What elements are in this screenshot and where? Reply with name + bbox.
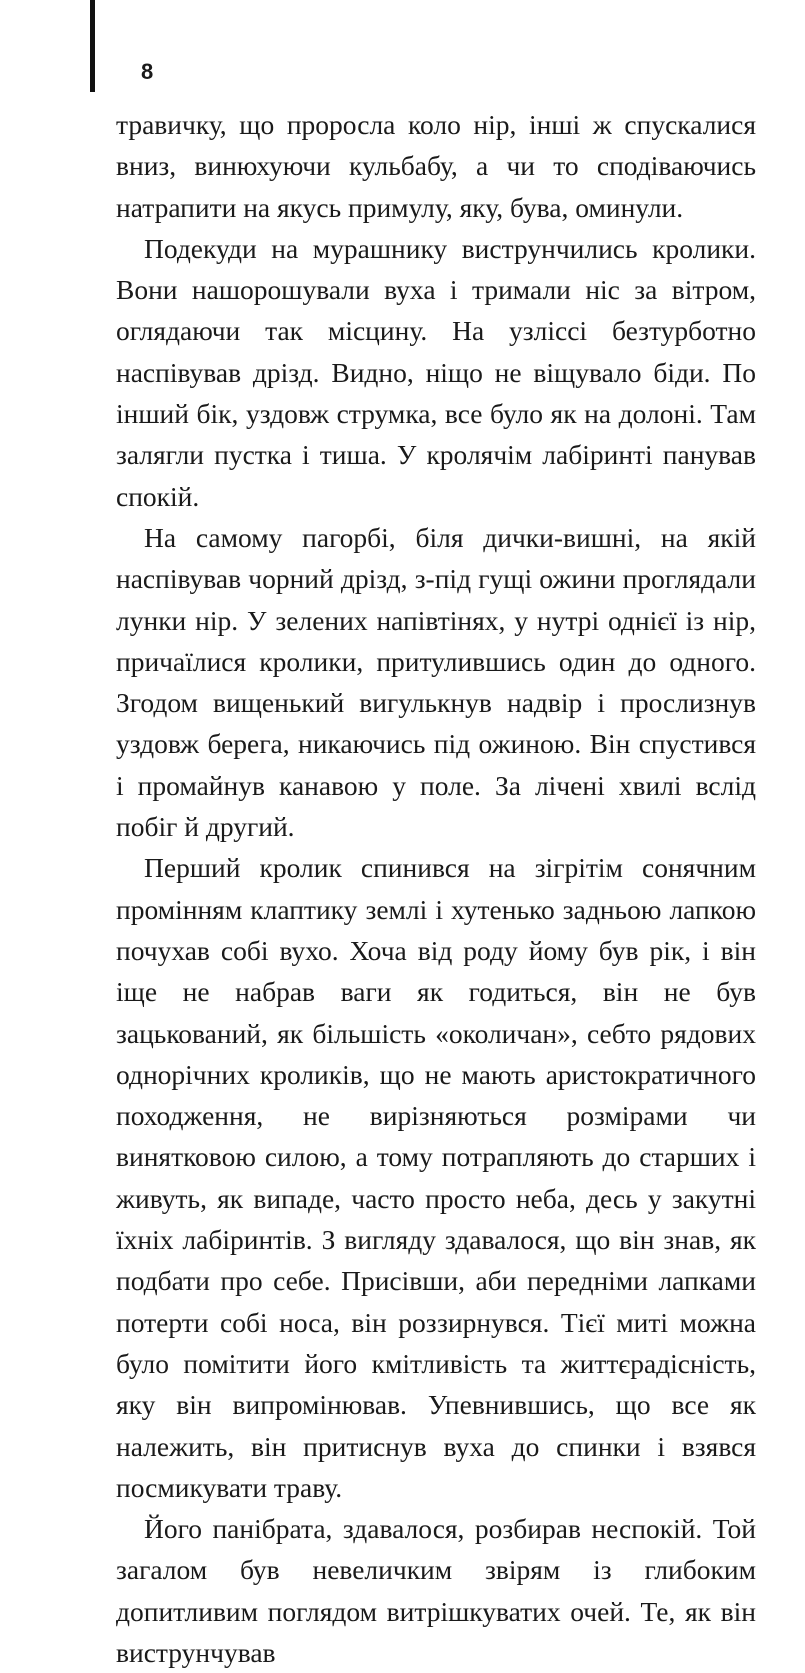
paragraph-1: травичку, що проросла коло нір, інші ж спускалися вниз, винюхуючи кульбабу, а чи то сподіваючись натрапити на якусь примулу, яку, бува, оминули. xyxy=(116,109,756,223)
paragraph-5: Його панібрата, здавалося, розбирав неспокій. Той загалом був невеличким звірям із глибоким допитливим поглядом витрішкуватих очей. Те, як він виструнчував xyxy=(116,1513,756,1668)
paragraph-4: Перший кролик спинився на зігрітім сонячним промінням клаптику землі і хутенько задньою лапкою почухав собі вухо. Хоча від роду йому був рік, і він іще не набрав ваги як годиться, він не був зацькований, як більшість «околичан», себто рядових однорічних кроликів, що не мають аристократичного походження, не вирізняються розмірами чи винятковою силою, а тому потрапляють до старших і живуть, як випаде, часто просто неба, десь у закутні їхніх лабіринтів. З вигляду здавалося, що він знав, як подбати про себе. Присівши, аби передніми лапками потерти собі носа, він роззирнувся. Тієї миті можна було помітити його кмітливість та життєрадісність, яку він випромінював. Упевнившись, що все як належить, він притиснув вуха до спинки і взявся посмикувати траву. xyxy=(116,852,756,1503)
paragraph-3: На самому пагорбі, біля дички-вишні, на якій наспівував чорний дрізд, з-під гущі ожини проглядали лунки нір. У зелених напівтінях, у нутрі однієї із нір, причаїлися кролики, притулившись один до одного. Згодом вищенький вигулькнув надвір і прослизнув уздовж берега, никаючись під ожиною. Він спустився і промайнув канавою у поле. За лічені хвилі вслід побіг й другий. xyxy=(116,521,756,843)
page-spine-edge xyxy=(90,0,95,92)
page-number: 8 xyxy=(141,59,154,84)
body-text xyxy=(116,104,756,1673)
paragraph-2: Подекуди на мурашнику виструнчились кролики. Вони нашорошували вуха і тримали ніс за вітром, оглядаючи так місцину. На узліссі безтурботно наспівував дрізд. Видно, ніщо не віщувало біди. По інший бік, уздовж струмка, все було як на долоні. Там залягли пустка і тиша. У кролячім лабіринті панував спокій. xyxy=(116,232,756,512)
